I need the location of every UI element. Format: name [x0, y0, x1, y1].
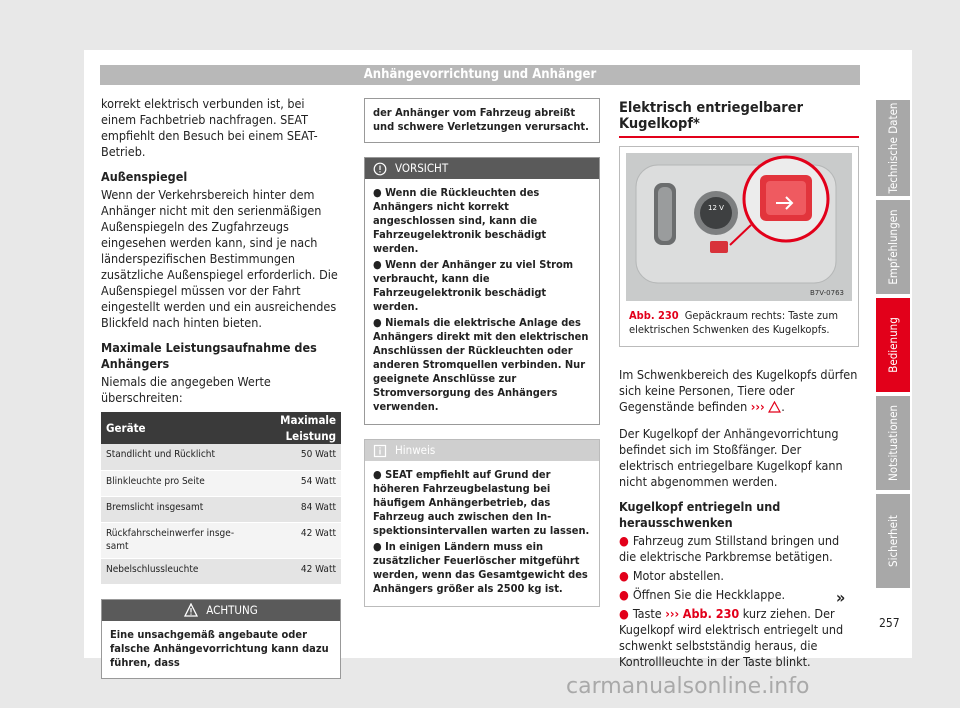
tab-bedienung[interactable] — [876, 298, 910, 392]
hinweis-body — [365, 461, 599, 606]
chapter-tabs — [876, 100, 910, 592]
vorsicht-box — [364, 157, 600, 425]
list-item: ● Taste ››› Abb. 230 kurz ziehen. Der Kugelkopf wird elektrisch entriegelt und schwenkt selbstständig heraus, die Kontrollleuchte in der Taste blinkt. — [619, 606, 844, 669]
continue-marker: » — [836, 588, 846, 607]
table-header-max-power: Maximale Leistung — [241, 412, 341, 444]
figure-reference-link[interactable]: Abb. 230 — [682, 606, 740, 621]
list-item: ● Fahrzeug zum Stillstand bringen und die elektrische Parkbremse betätigen. — [619, 533, 840, 564]
table-cell-device: Nebelschlussleuchte — [101, 558, 241, 584]
table-cell-device: Bremslicht insgesamt — [101, 496, 241, 522]
table-header-row — [101, 412, 341, 444]
hinweis-item-text: In einigen Ländern muss ein zusätzlicher Feuerlöscher mitgeführt werden, wenn das Gesamtgewicht des Anhängers größer als 2500 kg ist. — [373, 540, 588, 595]
watermark: carmanualsonline.info — [566, 674, 810, 699]
figure-caption — [626, 301, 852, 340]
power-table — [101, 412, 341, 585]
tab-technische-daten[interactable] — [876, 100, 910, 196]
table-cell-power: 42 Watt — [241, 558, 341, 584]
tab-empfehlungen[interactable] — [876, 200, 910, 294]
vorsicht-item-text: Wenn der Anhänger zu viel Strom verbraucht, kann die Fahrzeugelektronik beschädigt werden. — [373, 258, 574, 313]
table-row — [101, 444, 341, 470]
table-cell-power: 42 Watt — [241, 522, 341, 558]
warning-text: Im Schwenkbereich des Kugelkopfs dürfen sich keine Personen, Tiere oder Gegenstände befinden — [619, 367, 858, 414]
list-item: ● Wenn die Rückleuchten des Anhängers nicht korrekt angeschlossen sind, kann die Fahrzeugelektronik beschädigt werden. — [373, 186, 547, 255]
achtung-box — [101, 599, 341, 679]
hinweis-title: Hinweis — [395, 443, 436, 457]
intro-paragraph: korrekt elektrisch verbunden ist, bei einem Fachbetrieb nachfragen. SEAT empfiehlt den Besuch bei einem SEAT-Betrieb. — [101, 96, 318, 159]
step-text: Taste — [632, 606, 666, 621]
hinweis-box — [364, 439, 600, 607]
list-item: ● Öffnen Sie die Heckklappe. — [619, 587, 786, 602]
cross-ref-arrows[interactable]: ››› — [665, 606, 680, 621]
achtung-box-continued — [364, 98, 600, 143]
tab-notsituationen[interactable] — [876, 396, 910, 490]
table-row — [101, 470, 341, 496]
cross-ref-arrows[interactable]: ››› — [750, 399, 765, 414]
achtung-title: ACHTUNG — [206, 602, 258, 617]
warning-triangle-icon — [768, 401, 781, 417]
socket-12v-label: 12 V — [708, 204, 724, 212]
hinweis-item-text: SEAT empfiehlt auf Grund der höheren Fahrzeugbelastung bei häufigem Anhängerbetrieb, das Fahrzeug auch zwischen den Inspektionsintervallen warten zu lassen. — [373, 468, 590, 537]
info-note-icon — [373, 444, 387, 458]
table-row — [101, 496, 341, 522]
tab-sicherheit[interactable] — [876, 494, 910, 588]
table-row — [101, 558, 341, 584]
column-1 — [101, 96, 341, 693]
list-item: ● Niemals die elektrische Anlage des Anhängers direkt mit den elektrischen Anschlüssen der Rückleuchten oder anderen Stromquellen verbinden. Nur geeignete Anschlüsse zur Stromversorgung des Anhängers verwenden. — [373, 316, 589, 413]
power-paragraph: Niemals die angegeben Werte überschreiten: — [101, 374, 271, 405]
table-cell-device: Rückfahrscheinwerfer insgesamt — [101, 522, 241, 558]
figure-230 — [619, 146, 859, 347]
warning-paragraph — [619, 367, 859, 417]
warning-text-end: . — [781, 399, 785, 414]
list-item: ● SEAT empfiehlt auf Grund der höheren Fahrzeugbelastung bei häufigem Anhängerbetrieb, das Fahrzeug auch zwischen den Inspektionsintervallen warten zu lassen. — [373, 468, 590, 537]
tab-label: Technische Daten — [886, 102, 900, 194]
warning-triangle-icon — [184, 603, 198, 617]
page-number: 257 — [879, 616, 900, 630]
list-item: ● Motor abstellen. — [619, 568, 724, 583]
list-item: ● Wenn der Anhänger zu viel Strom verbraucht, kann die Fahrzeugelektronik beschädigt werden. — [373, 258, 574, 313]
table-header-devices: Geräte — [101, 412, 241, 444]
step-text: kurz ziehen. Der Kugelkopf wird elektrisch entriegelt und schwenkt selbstständig heraus, die Kontrollleuchte in der Taste blinkt. — [619, 606, 844, 669]
achtung-header — [102, 600, 340, 621]
table-cell-device: Blinkleuchte pro Seite — [101, 470, 241, 496]
column-3 — [619, 100, 859, 673]
achtung-text: Eine unsachgemäß angebaute oder falsche Anhängevorrichtung kann dazu führen, dass — [110, 627, 329, 669]
vorsicht-item-text: Niemals die elektrische Anlage des Anhängers direkt mit den elektrischen Anschlüssen der Rückleuchten oder anderen Stromquellen verbinden. Nur geeignete Anschlüsse zur Stromversorgung des Anhängers verwenden. — [373, 316, 589, 413]
description-paragraph: Der Kugelkopf der Anhängevorrichtung befindet sich im Stoßfänger. Der elektrisch entriegelbare Kugelkopf kann nicht abgenommen werden. — [619, 426, 843, 489]
power-heading: Maximale Leistungsaufnahme des Anhängers — [101, 340, 317, 371]
table-cell-power: 54 Watt — [241, 470, 341, 496]
mirror-paragraph: Wenn der Verkehrsbereich hinter dem Anhänger nicht mit den serienmäßigen Außenspiegeln des Zugfahrzeugs eingesehen werden kann, sind je nach länderspezifischen Bestimmungen zusätzliche Außenspiegel erforderlich. Die Außenspiegel müssen vor der Fahrt eingestellt werden und ein ausreichendes Blickfeld nach hinten bieten. — [101, 187, 338, 330]
vorsicht-body — [365, 179, 599, 424]
figure-code: B7V-0763 — [810, 289, 844, 297]
list-item: ● In einigen Ländern muss ein zusätzlicher Feuerlöscher mitgeführt werden, wenn das Gesamtgewicht des Anhängers größer als 2500 kg ist. — [373, 540, 588, 595]
step-text: Fahrzeug zum Stillstand bringen und die elektrische Parkbremse betätigen. — [619, 533, 840, 564]
table-cell-power: 84 Watt — [241, 496, 341, 522]
hinweis-header — [365, 440, 599, 461]
running-header: Anhängevorrichtung und Anhänger — [100, 65, 860, 85]
tab-label: Empfehlungen — [886, 209, 900, 285]
table-row — [101, 522, 341, 558]
achtung-continued-text: der Anhänger vom Fahrzeug abreißt und schwere Verletzungen verursacht. — [373, 106, 589, 133]
table-cell-device: Standlicht und Rücklicht — [101, 444, 241, 470]
tab-label: Notsituationen — [886, 404, 900, 482]
steps-heading: Kugelkopf entriegeln und herausschwenken — [619, 499, 781, 530]
tab-label: Bedienung — [886, 317, 900, 373]
step-text: Öffnen Sie die Heckklappe. — [632, 587, 786, 602]
step-text: Motor abstellen. — [632, 568, 724, 583]
vorsicht-item-text: Wenn die Rückleuchten des Anhängers nicht korrekt angeschlossen sind, kann die Fahrzeugelektronik beschädigt werden. — [373, 186, 547, 255]
section-title: Elektrisch entriegelbarer Kugelkopf* — [619, 100, 859, 138]
trunk-button-photo — [626, 153, 852, 301]
caution-circle-icon — [373, 162, 387, 176]
figure-caption-text: Gepäckraum rechts: Taste zum elektrischen Schwenken des Kugelkopfs. — [629, 309, 838, 336]
tab-label: Sicherheit — [886, 515, 900, 567]
table-cell-power: 50 Watt — [241, 444, 341, 470]
vorsicht-title: VORSICHT — [395, 161, 449, 175]
vorsicht-header — [365, 158, 599, 179]
mirror-heading: Außenspiegel — [101, 169, 188, 184]
figure-number: Abb. 230 — [629, 309, 679, 322]
column-2 — [364, 96, 600, 621]
